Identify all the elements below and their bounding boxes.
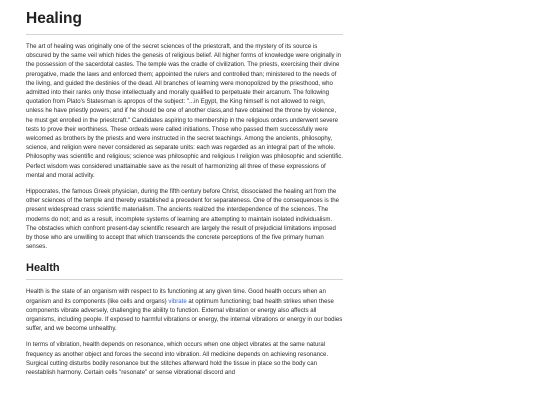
health-paragraph-1 (26, 287, 343, 333)
intro-paragraph-2: Hippocrates, the famous Greek physician, during the fifth century before Christ, dissociated the healing art from the other sciences of the temple and thereby established a precedent for separateness. One of the consequences is the present widespread crass scientific materialism. The ancients realized the interdependence of the sciences. The moderns do not; and as a result, incomplete systems of learning are attempting to maintain isolated individualism. The obstacles which confront present-day scientific research are largely the result of prejudicial limitations imposed by those who are unwilling to accept that which transcends the concrete perceptions of the five primary human senses. (26, 188, 340, 251)
intro-paragraph-1: The art of healing was originally one of the secret sciences of the priestcraft, and the mystery of its source is obscured by the same veil which hides the genesis of religious belief. All higher forms of knowledge were originally in the possession of the sacerdotal castes. The temple was the cradle of civilization. The priests, exercising their divine prerogative, made the laws and enforced them; appointed the rulers and controlled than; ministered to the needs of the living, and guided the destinies of the dead. All branches of learning were monopolized by the priesthood, who admitted into their ranks only those intellectually and morally qualified to perpetuate their arcanum. The following quotation from Plato's Statesman is apropos of the subject: "...in Egypt, the King himself is not allowed to reign, unless he have priestly powers; and if he should be one of another class,and have obtained the throne by violence, he must get enrolled in the priestcraft." Candidates aspiring to membership in the religious orders underwent severe tests to prove their worthiness. These ordeals were called initiations. Those who passed them successfully were welcomed as brothers by the priests and were instructed in the secret teachings. Among the ancients, philosophy, science, and religion were never considered as separate units: each was regarded as an integral part of the whole. Philosophy was scientific and religious; science was philosophic and religious I religion was philosophic and scientific. Perfect wisdom was considered unattainable save as the result of harmonizing all three of these expressions of mental and moral activity. (26, 43, 344, 179)
health-paragraph-1-text-b: at optimum functioning; bad health strikes when these components vibrate adversely, challenging the ability to function. External vibration or energy also affects all organisms, including people. If exposed to harmful vibrations or energy, the internal vibrations or energy in our bodies suffer, and we become unhealthy. (26, 297, 343, 333)
health-paragraph-2: In terms of vibration, health depends on resonance, which occurs when one object vibrates at the same natural frequency as another object and forces the second into vibration. All medicine depends on achieving resonance. Surgical cutting disturbs bodily resonance but the stitches afterward hold the tissue in place so the body can reestablish harmony. Certain cells "resonate" or sense vibrational discord and (26, 341, 329, 377)
article-content (26, 0, 343, 377)
page-title: Healing (26, 9, 343, 35)
section-heading-health: Health (26, 261, 343, 280)
vibrate-link[interactable]: vibrate (168, 297, 187, 305)
health-paragraph-1-text-a: Health is the state of an organism with respect to its functioning at any given time. Good health occurs when an organism and its components (like cells and organs) (26, 288, 326, 305)
